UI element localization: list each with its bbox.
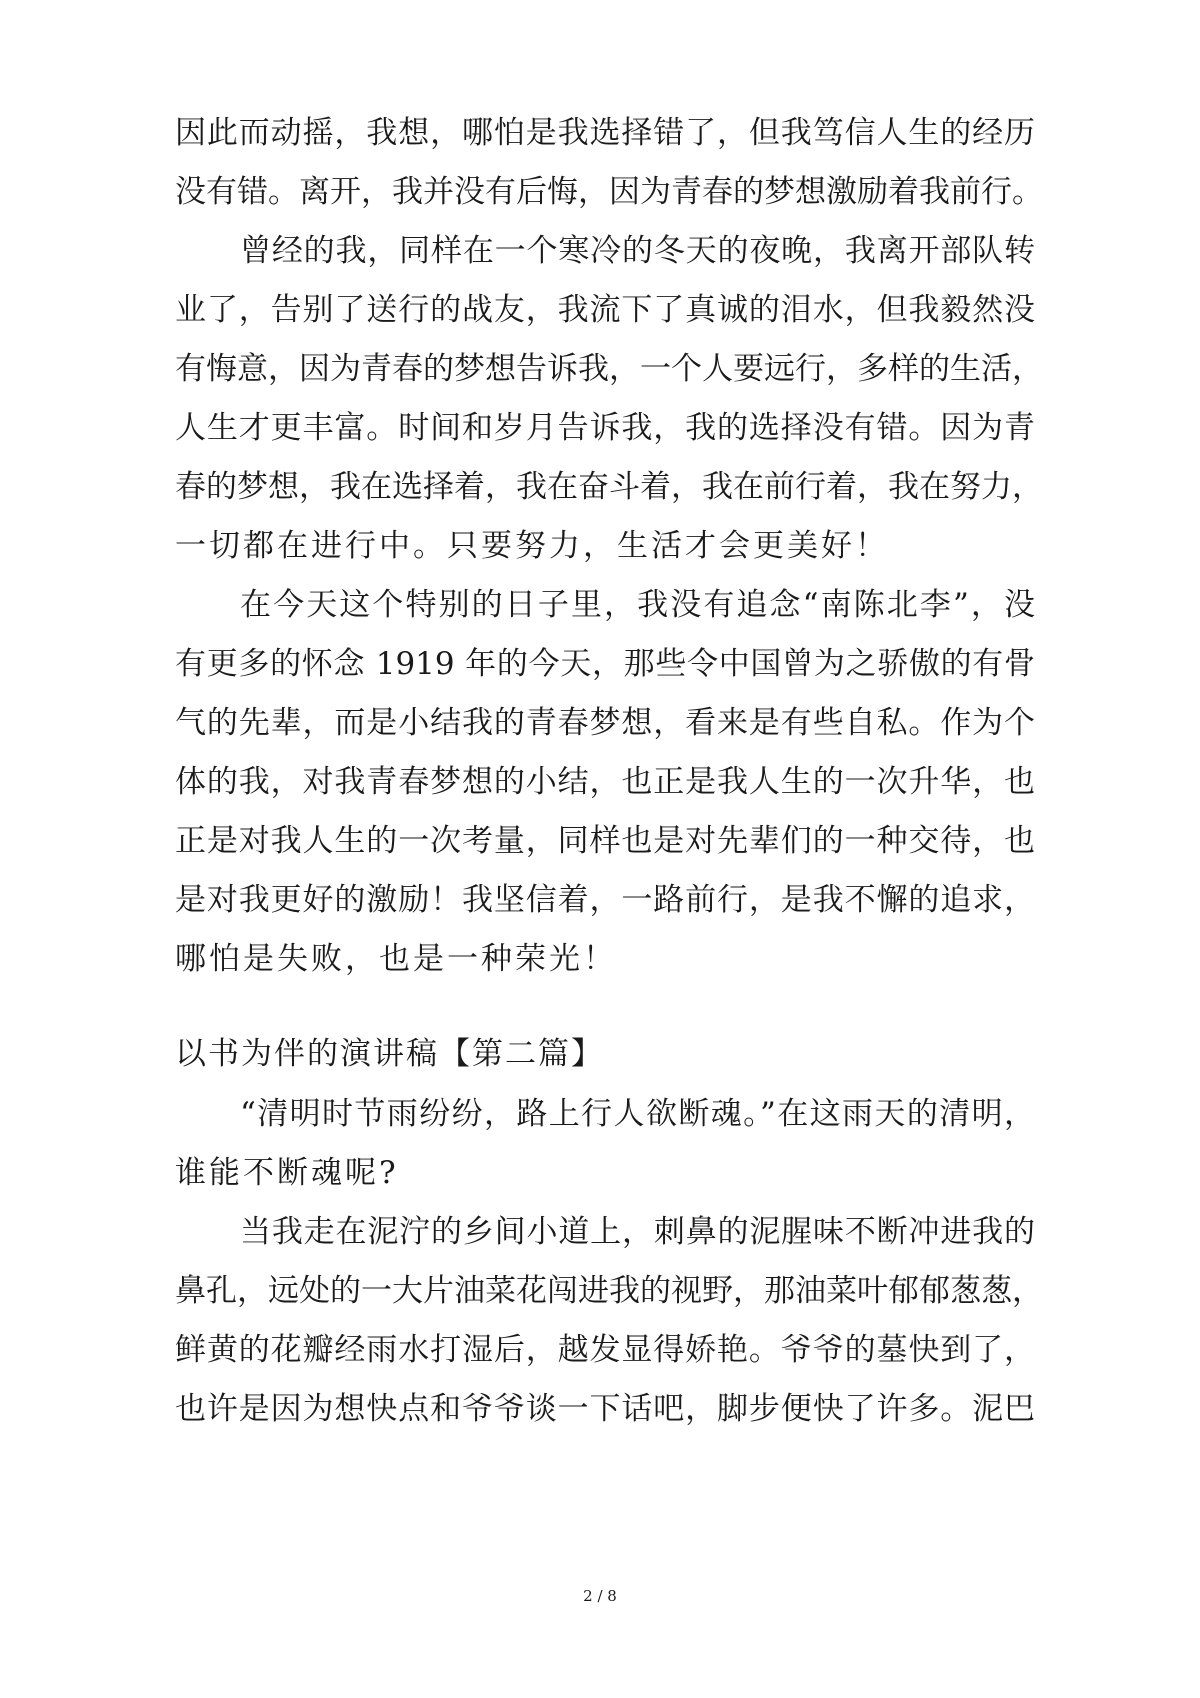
paragraph-start-line: “清明时节雨纷纷，路上行人欲断魂。”在这雨天的清明， <box>240 1096 1035 1132</box>
text-line: 是对我更好的激励！我坚信着，一路前行，是我不懈的追求， <box>175 882 1035 918</box>
text-line: 没有错。离开，我并没有后悔，因为青春的梦想激励着我前行。 <box>175 174 1043 210</box>
text-line: 因此而动摇，我想，哪怕是我选择错了，但我笃信人生的经历 <box>175 115 1035 151</box>
text-line: 春的梦想，我在选择着，我在奋斗着，我在前行着，我在努力， <box>175 469 1043 505</box>
text-line: 人生才更丰富。时间和岁月告诉我，我的选择没有错。因为青 <box>175 410 1035 446</box>
text-line: 有更多的怀念 1919 年的今天，那些令中国曾为之骄傲的有骨 <box>175 646 1035 682</box>
text-line: 谁能不断魂呢? <box>175 1155 399 1191</box>
text-line: 正是对我人生的一次考量，同样也是对先辈们的一种交待，也 <box>175 823 1035 859</box>
text-line: 一切都在进行中。只要努力，生活才会更美好！ <box>175 528 889 564</box>
text-line: 鲜黄的花瓣经雨水打湿后，越发显得娇艳。爷爷的墓快到了， <box>175 1332 1035 1368</box>
text-line: 哪怕是失败，也是一种荣光！ <box>175 941 617 977</box>
section-heading: 以书为伴的演讲稿【第二篇】 <box>175 1036 604 1072</box>
paragraph-start-line: 在今天这个特别的日子里，我没有追念“南陈北李”，没 <box>240 587 1035 623</box>
text-line: 也许是因为想快点和爷爷谈一下话吧，脚步便快了许多。泥巴 <box>175 1391 1035 1427</box>
page-number: 2 / 8 <box>583 1587 617 1605</box>
text-line: 体的我，对我青春梦想的小结，也正是我人生的一次升华，也 <box>175 764 1035 800</box>
paragraph-start-line: 当我走在泥泞的乡间小道上，刺鼻的泥腥味不断冲进我的 <box>240 1214 1035 1250</box>
text-line: 气的先辈，而是小结我的青春梦想，看来是有些自私。作为个 <box>175 705 1035 741</box>
text-line: 鼻孔，远处的一大片油菜花闯进我的视野，那油菜叶郁郁葱葱， <box>175 1273 1043 1309</box>
text-line: 有悔意，因为青春的梦想告诉我，一个人要远行，多样的生活， <box>175 351 1043 387</box>
paragraph-start-line: 曾经的我，同样在一个寒冷的冬天的夜晚，我离开部队转 <box>240 233 1035 269</box>
text-line: 业了，告别了送行的战友，我流下了真诚的泪水，但我毅然没 <box>175 292 1035 328</box>
